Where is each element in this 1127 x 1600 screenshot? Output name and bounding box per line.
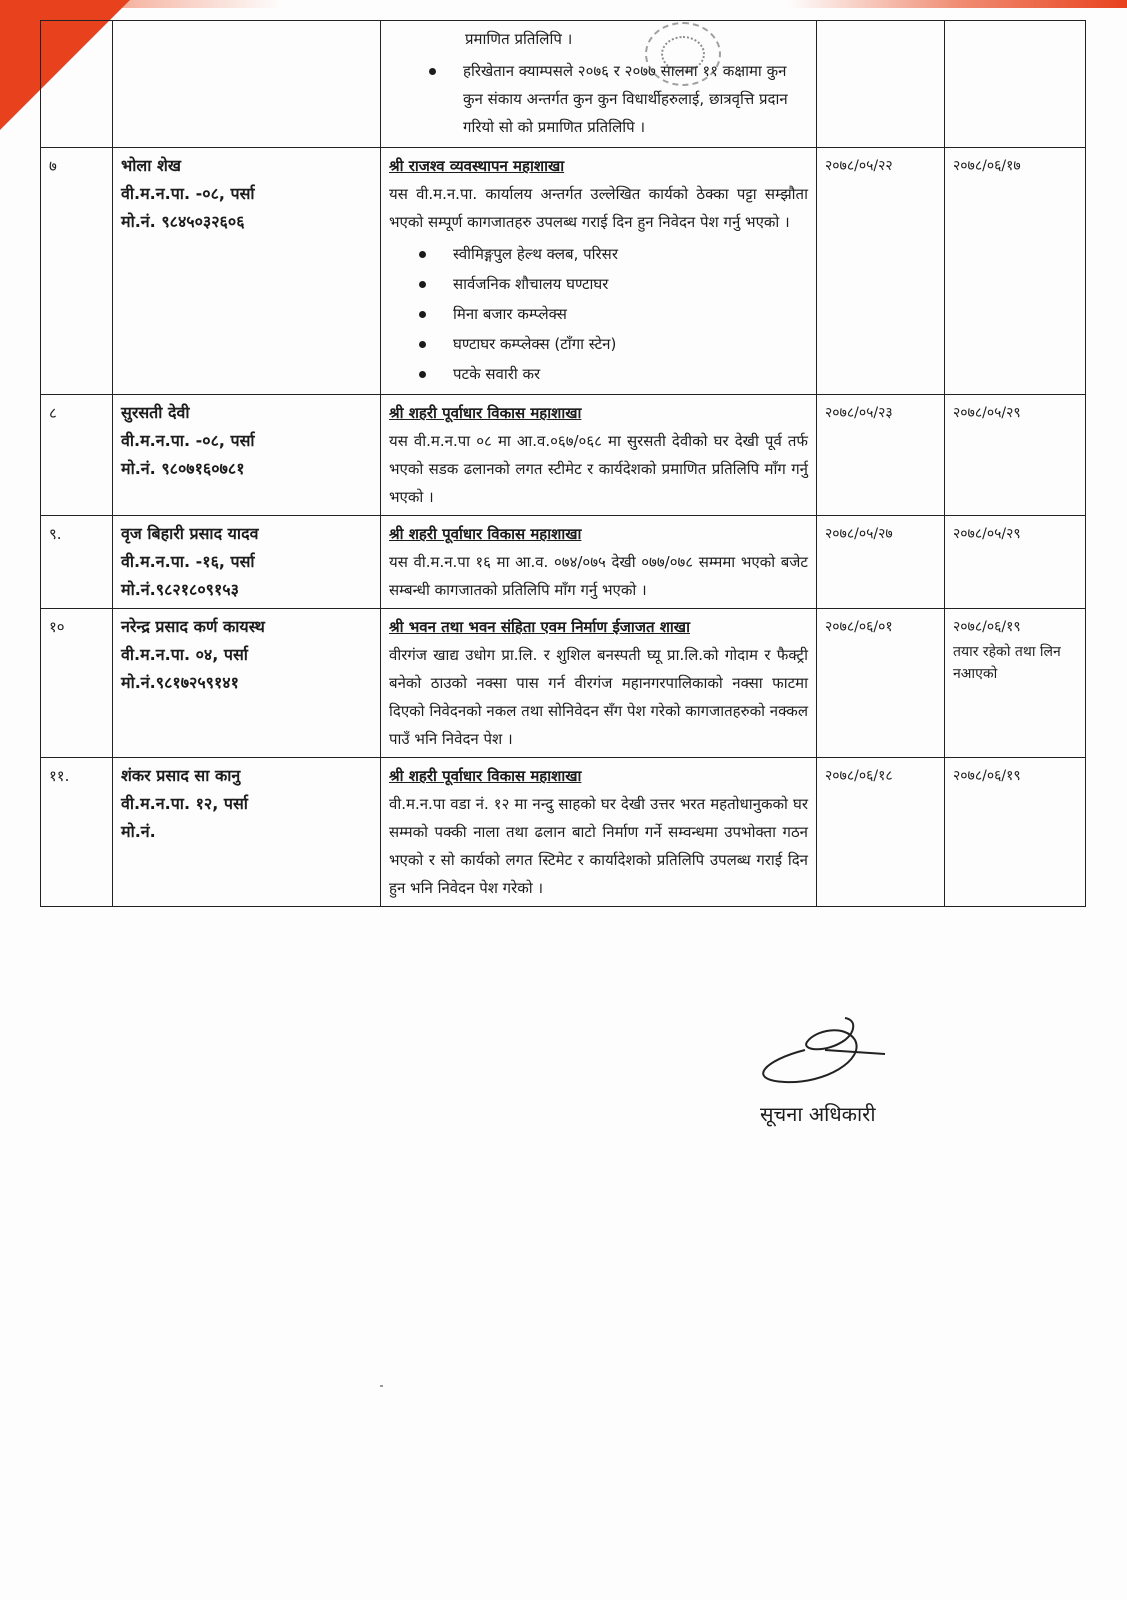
date-received-cell xyxy=(817,609,945,758)
applicant-cell xyxy=(113,395,381,516)
date-response: २०७८/०६/१७ xyxy=(953,158,1021,174)
applicant-address: वी.म.न.पा. ०४, पर्सा xyxy=(121,645,248,664)
date-received-cell xyxy=(817,516,945,609)
request-description: यस वी.म.न.पा १६ मा आ.व. ०७४/०७५ देखी ०७७/०७८ सम्ममा भएको बजेट सम्बन्धी कागजातको प्रतिलिपि माँग गर्नु भएको । xyxy=(389,553,808,599)
applicant-mobile: मो.नं.९८१७२५९१४१ xyxy=(121,673,239,692)
request-item: स्वीमिङ्गपुल हेल्थ क्लब, परिसर xyxy=(419,240,808,268)
table-row xyxy=(41,758,1086,907)
section-name: श्री शहरी पूर्वाधार विकास महाशाखा xyxy=(389,767,582,785)
request-subject-cell xyxy=(381,609,817,758)
date-received-cell xyxy=(817,21,945,148)
date-received: २०७८/०५/२२ xyxy=(825,158,893,174)
date-response: २०७८/०६/१९ xyxy=(953,619,1021,635)
signature-mark xyxy=(745,1010,895,1090)
applicant-address: वी.म.न.पा. -०८, पर्सा xyxy=(121,431,255,450)
request-item: हरिखेतान क्याम्पसले २०७६ र २०७७ सालमा ११ कक्षामा कुन कुन संकाय अन्तर्गत कुन कुन विधार्थीहरुलाई, छात्रवृत्ति प्रदान गरियो सो को प्रमाणित प्रतिलिपि । xyxy=(429,57,808,141)
applicant-cell xyxy=(113,516,381,609)
office-seal-stamp xyxy=(645,22,721,86)
section-name: श्री राजश्व व्यवस्थापन महाशाखा xyxy=(389,157,565,175)
date-response: २०७८/०६/१९ xyxy=(953,768,1021,784)
applicant-name: सुरसती देवी xyxy=(121,403,190,422)
section-name: श्री भवन तथा भवन संहिता एवम निर्माण ईजाजत शाखा xyxy=(389,618,690,636)
request-subject-cell xyxy=(381,395,817,516)
applicant-name: नरेन्द्र प्रसाद कर्ण कायस्थ xyxy=(121,617,265,636)
serial-number: ८ xyxy=(49,404,57,422)
serial-number: ७ xyxy=(49,157,57,175)
serial-number-cell xyxy=(41,758,113,907)
request-item: सार्वजनिक शौचालय घण्टाघर xyxy=(419,270,808,298)
date-response-cell xyxy=(945,609,1086,758)
serial-number-cell xyxy=(41,516,113,609)
serial-number-cell xyxy=(41,609,113,758)
signatory-title: सूचना अधिकारी xyxy=(760,1102,876,1126)
table-row xyxy=(41,516,1086,609)
applicant-name: शंकर प्रसाद सा कानु xyxy=(121,766,241,785)
request-subject-cell xyxy=(381,758,817,907)
date-received-cell xyxy=(817,758,945,907)
date-response-cell xyxy=(945,516,1086,609)
serial-number-cell xyxy=(41,395,113,516)
table-row xyxy=(41,21,1086,148)
serial-number-cell xyxy=(41,148,113,395)
request-description: यस वी.म.न.पा ०८ मा आ.व.०६७/०६८ मा सुरसती देवीको घर देखी पूर्व तर्फ भएको सडक ढलानको लगत स्टीमेट र कार्यदेशको प्रमाणित प्रतिलिपि माँग गर्नु भएको । xyxy=(389,432,808,506)
date-received: २०७८/०६/१८ xyxy=(825,768,893,784)
date-response-cell xyxy=(945,758,1086,907)
table-row xyxy=(41,148,1086,395)
serial-number: १० xyxy=(49,618,65,636)
date-response-cell xyxy=(945,148,1086,395)
section-name: श्री शहरी पूर्वाधार विकास महाशाखा xyxy=(389,525,582,543)
date-received: २०७८/०५/२७ xyxy=(825,526,893,542)
request-subject-cell xyxy=(381,148,817,395)
request-item: पटके सवारी कर xyxy=(419,360,808,388)
request-subject-cell xyxy=(381,21,817,148)
applicant-mobile: मो.नं. xyxy=(121,822,156,841)
applicant-cell xyxy=(113,758,381,907)
request-item-list xyxy=(389,240,808,388)
date-response-cell xyxy=(945,21,1086,148)
date-received: २०७८/०५/२३ xyxy=(825,405,893,421)
applicant-name: वृज बिहारी प्रसाद यादव xyxy=(121,524,259,543)
serial-number: ११. xyxy=(49,767,70,785)
applicant-cell xyxy=(113,609,381,758)
top-edge-strip xyxy=(0,0,1127,8)
date-received-cell xyxy=(817,395,945,516)
request-description: वीरगंज खाद्य उधोग प्रा.लि. र शुशिल बनस्पती घ्यू प्रा.लि.को गोदाम र फैक्ट्री बनेको ठाउको नक्सा पास गर्न वीरगंज महानगरपालिकाको नक्सा फाटमा दिएको निवेदनको नकल तथा सोनिवेदन सँग पेश गरेको कागजातहरुको नक्कल पाउँ भनि निवेदन पेश । xyxy=(389,646,808,748)
applicant-cell xyxy=(113,148,381,395)
request-item: घण्टाघर कम्प्लेक्स (टाँगा स्टेन) xyxy=(419,330,808,358)
information-request-table xyxy=(40,20,1086,907)
applicant-cell xyxy=(113,21,381,148)
date-received-cell xyxy=(817,148,945,395)
date-response: २०७८/०५/२९ xyxy=(953,405,1021,421)
request-description: वी.म.न.पा वडा नं. १२ मा नन्दु साहको घर देखी उत्तर भरत महतोधानुकको घर सम्मको पक्की नाला तथा ढलान बाटो निर्माण गर्ने सम्वन्धमा उपभोक्ता गठन भएको र सो कार्यको लगत स्टिमेट र कार्यादेशको प्रतिलिपि उपलब्ध गराई दिन हुन भनि निवेदन पेश गरेको । xyxy=(389,795,808,897)
scan-speck xyxy=(380,1385,383,1387)
section-name: श्री शहरी पूर्वाधार विकास महाशाखा xyxy=(389,404,582,422)
applicant-mobile: मो.नं. ९८०७१६०७८१ xyxy=(121,459,245,478)
request-item: मिना बजार कम्प्लेक्स xyxy=(419,300,808,328)
date-response-cell xyxy=(945,395,1086,516)
request-subject-cell xyxy=(381,516,817,609)
applicant-mobile: मो.नं. ९८४५०३२६०६ xyxy=(121,212,245,231)
response-note: तयार रहेको तथा लिन नआएको xyxy=(953,644,1061,682)
applicant-name: भोला शेख xyxy=(121,156,181,175)
table-row xyxy=(41,395,1086,516)
applicant-address: वी.म.न.पा. १२, पर्सा xyxy=(121,794,248,813)
serial-number-cell xyxy=(41,21,113,148)
continued-text: प्रमाणित प्रतिलिपि । xyxy=(465,30,573,48)
applicant-mobile: मो.नं.९८२१८०९१५३ xyxy=(121,580,239,599)
table-body xyxy=(41,21,1086,907)
request-description: यस वी.म.न.पा. कार्यालय अन्तर्गत उल्लेखित कार्यको ठेक्का पट्टा सम्झौता भएको सम्पूर्ण कागजातहरु उपलब्ध गराई दिन हुन निवेदन पेश गर्नु भएको । xyxy=(389,185,808,231)
table-row xyxy=(41,609,1086,758)
date-response: २०७८/०५/२९ xyxy=(953,526,1021,542)
serial-number: ९. xyxy=(49,525,62,543)
request-item-list xyxy=(389,57,808,141)
applicant-address: वी.म.न.पा. -०८, पर्सा xyxy=(121,184,255,203)
applicant-address: वी.म.न.पा. -१६, पर्सा xyxy=(121,552,255,571)
date-received: २०७८/०६/०१ xyxy=(825,619,893,635)
